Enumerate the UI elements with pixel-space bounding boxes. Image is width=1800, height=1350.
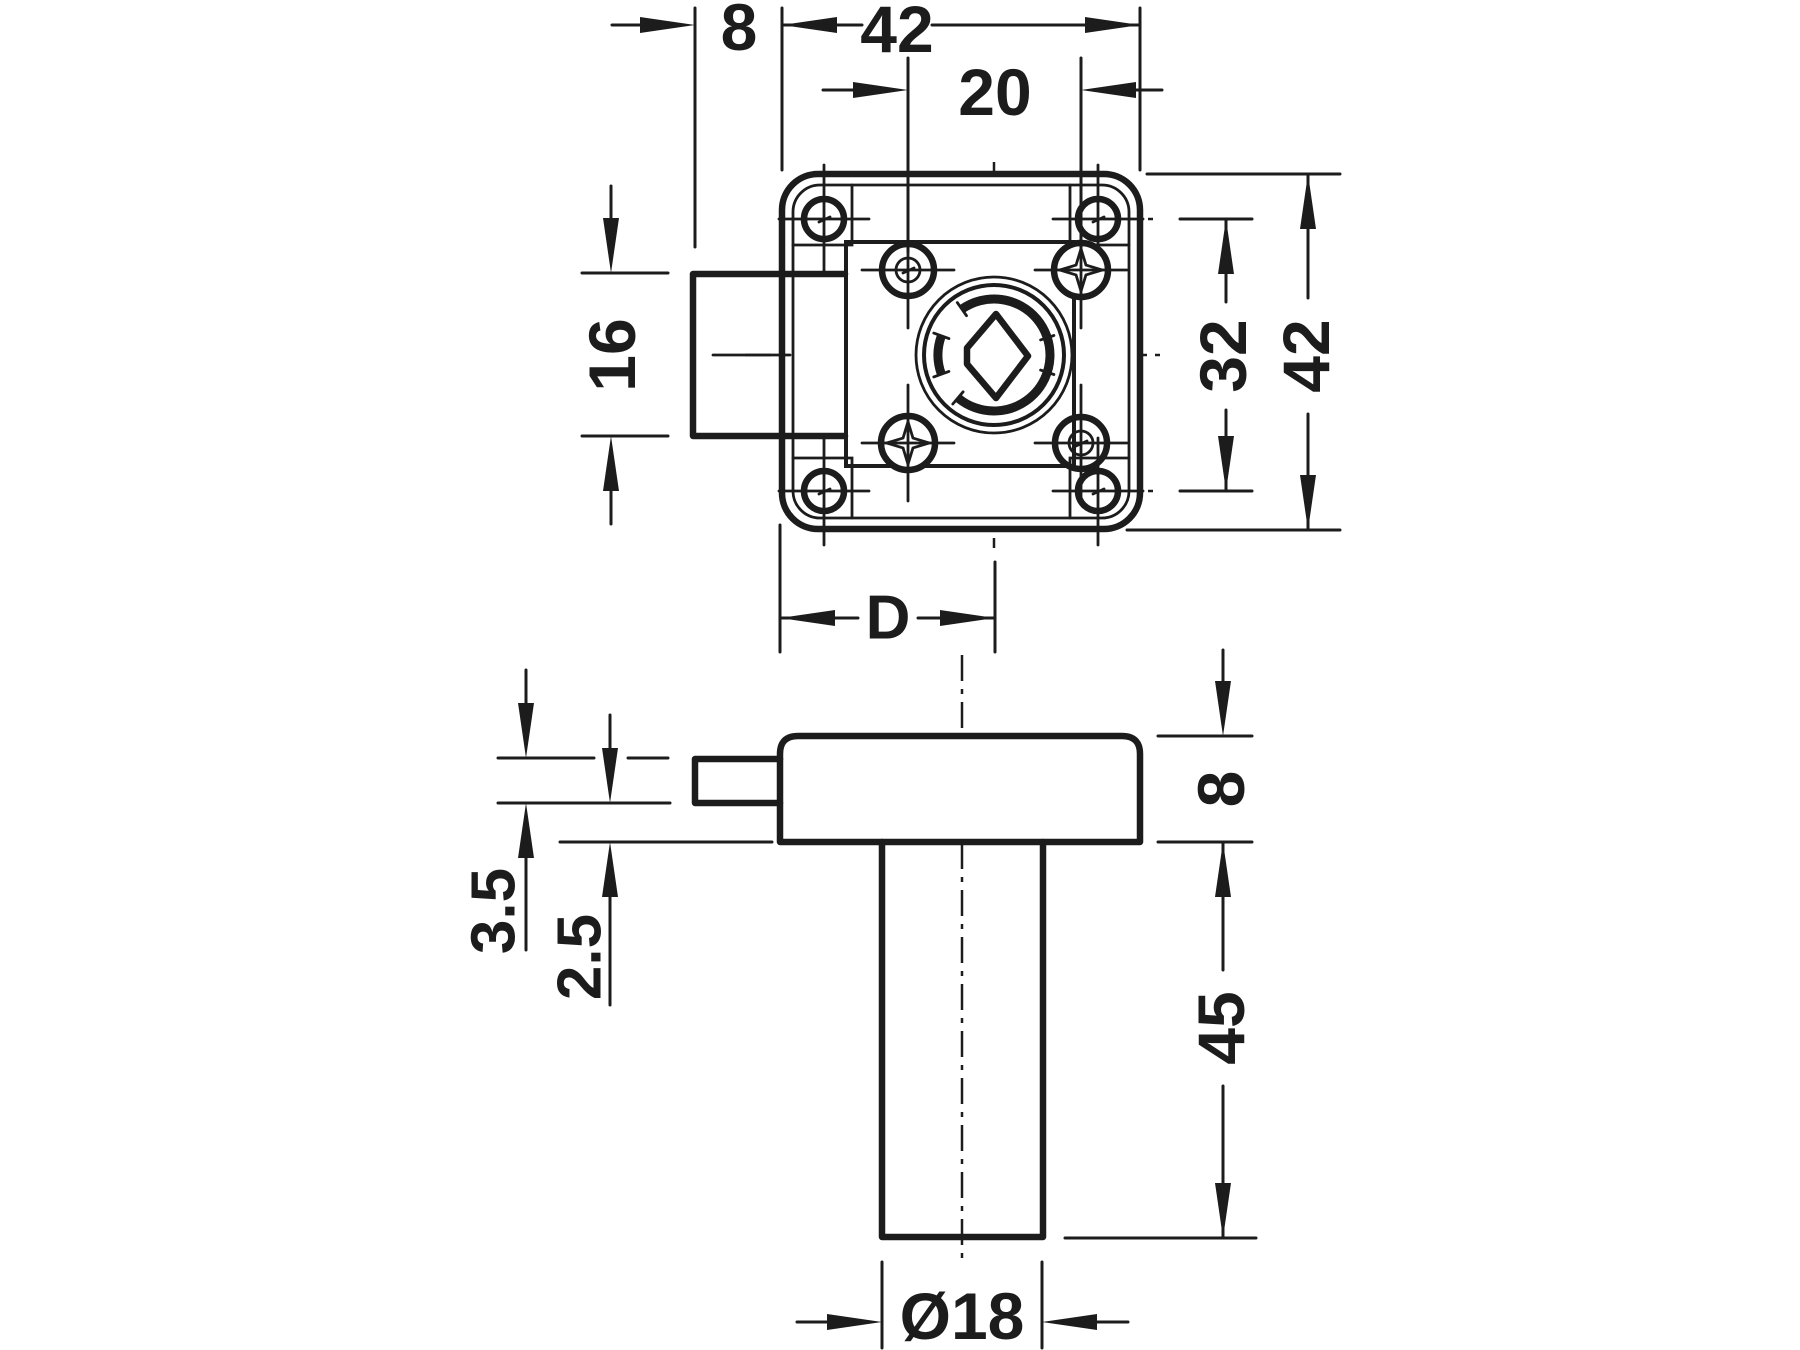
case-side-plate xyxy=(780,736,1140,842)
dim-label-case-height: 42 xyxy=(1269,319,1343,393)
dim-label-backset: D xyxy=(865,583,911,653)
dim-label-case-depth: 8 xyxy=(1184,770,1258,808)
dim-case-depth-8 xyxy=(1158,650,1258,897)
cam-ring-left-arc xyxy=(938,336,941,374)
side-view xyxy=(695,655,1140,1258)
dim-label-latch-thickness: 3.5 xyxy=(459,867,529,955)
front-view xyxy=(693,162,1162,548)
dim-cylinder-diameter-18 xyxy=(797,1262,1128,1350)
lock-rotor xyxy=(916,277,1072,433)
dim-label-hole-span: 32 xyxy=(1186,319,1260,393)
dim-label-latch-height: 16 xyxy=(575,318,649,392)
dim-label-bolt-throw: 8 xyxy=(720,0,758,64)
dim-latch-thickness-3-5 xyxy=(460,670,671,954)
dim-label-latch-gap: 2.5 xyxy=(545,913,615,1001)
dim-label-case-width: 42 xyxy=(860,0,934,66)
dim-latch-height-16 xyxy=(575,186,668,524)
dim-hole-span-32 xyxy=(1180,219,1260,491)
dim-label-cylinder-length: 45 xyxy=(1184,991,1258,1065)
dim-label-cylinder-diameter: Ø18 xyxy=(899,1279,1025,1350)
dim-bolt-throw-8 xyxy=(612,0,782,247)
dim-cylinder-length-45 xyxy=(1065,842,1258,1238)
dim-label-screw-spacing: 20 xyxy=(958,55,1032,129)
dim-backset-D xyxy=(780,525,995,653)
latch-bolt-side xyxy=(695,759,780,803)
